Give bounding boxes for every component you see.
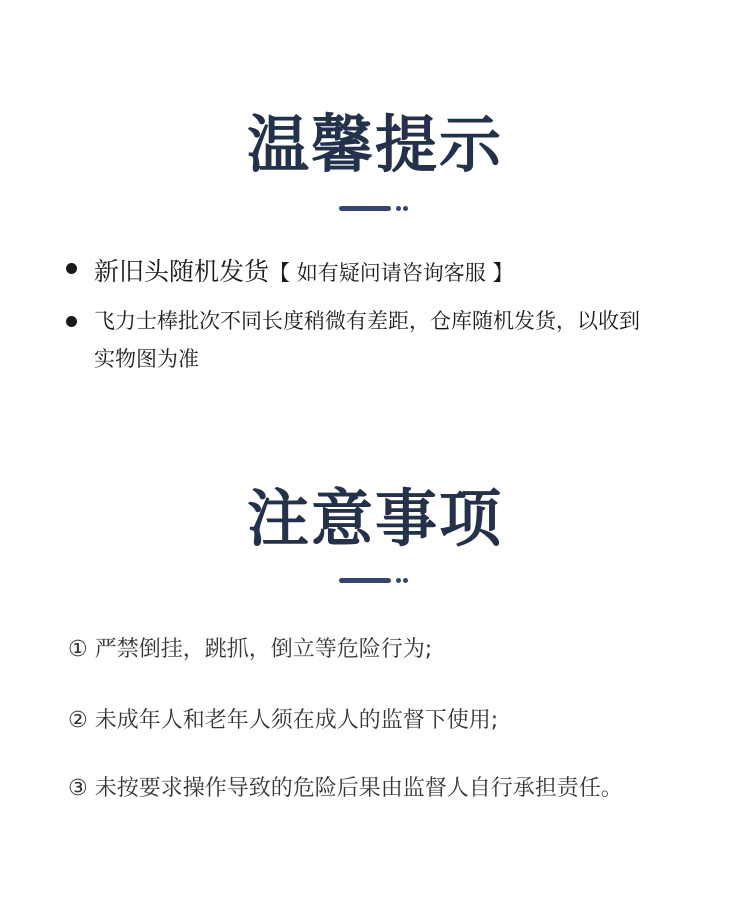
note-item: ③ 未按要求操作导致的危险后果由监督人自行承担责任。: [68, 776, 623, 801]
tip-item: [66, 302, 726, 378]
tip-note-text: 【 如有疑问请咨询客服 】: [269, 261, 514, 285]
notes-title: 注意事项: [246, 482, 503, 555]
bullet-icon: [66, 316, 77, 327]
note-item: ② 未成年人和老年人须在成人的监督下使用;: [68, 708, 499, 733]
note-item: ① 严禁倒挂，跳抓，倒立等危险行为;: [68, 637, 433, 662]
bullet-icon: [66, 263, 77, 274]
tips-list: [66, 252, 726, 378]
notes-divider: [339, 578, 411, 584]
tip-text: 飞力士棒批次不同长度稍微有差距，仓库随机发货，以收到实物图为准: [94, 309, 640, 371]
tip-item: [66, 252, 726, 288]
tips-title: 温馨提示: [246, 108, 503, 181]
tips-divider: [339, 206, 411, 212]
tip-main-text: 新旧头随机发货: [94, 257, 270, 286]
